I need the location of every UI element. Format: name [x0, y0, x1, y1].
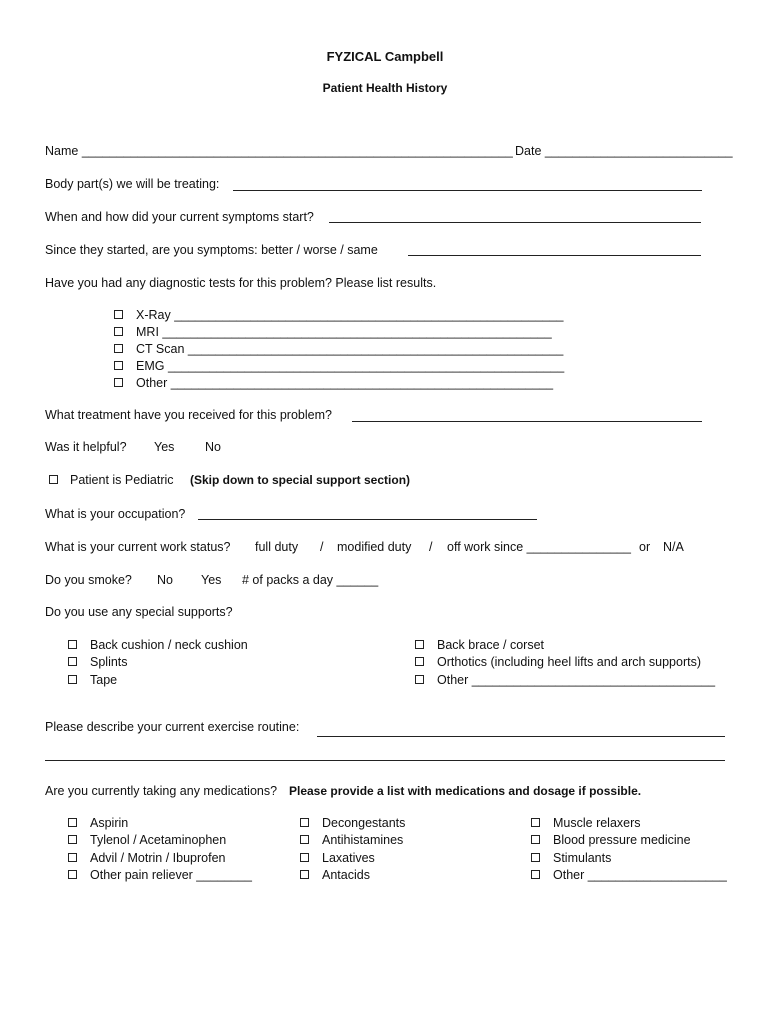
date-field[interactable]: Date ___________________________	[515, 144, 733, 158]
antacids-checkbox[interactable]	[300, 870, 309, 879]
pediatric-checkbox[interactable]	[49, 475, 58, 484]
decongestants-label: Decongestants	[322, 816, 406, 830]
aspirin-checkbox[interactable]	[68, 818, 77, 827]
work-status-label: What is your current work status?	[45, 540, 231, 554]
back-cushion-checkbox[interactable]	[68, 640, 77, 649]
other-pain-reliever-label: Other pain reliever ________	[90, 868, 252, 882]
tape-label: Tape	[90, 673, 118, 687]
other-medication-checkbox[interactable]	[531, 870, 540, 879]
other-test-checkbox[interactable]	[114, 378, 123, 387]
antihistamines-checkbox[interactable]	[300, 835, 309, 844]
other-support-label: Other ___________________________________	[437, 673, 716, 687]
symptoms-start-input-line[interactable]	[329, 222, 701, 223]
emg-label: EMG _________________________________________________________	[136, 359, 565, 373]
treatment-input-line[interactable]	[352, 421, 702, 422]
xray-checkbox[interactable]	[114, 310, 123, 319]
mri-checkbox[interactable]	[114, 327, 123, 336]
modified-duty-option[interactable]: modified duty	[337, 540, 412, 554]
helpful-yes-option[interactable]: Yes	[154, 440, 175, 454]
other-pain-reliever-checkbox[interactable]	[68, 870, 77, 879]
back-brace-checkbox[interactable]	[415, 640, 424, 649]
work-status-separator: /	[320, 540, 324, 554]
laxatives-label: Laxatives	[322, 851, 375, 865]
exercise-input-line[interactable]	[317, 736, 725, 737]
work-status-separator: /	[429, 540, 433, 554]
advil-checkbox[interactable]	[68, 853, 77, 862]
treatment-label: What treatment have you received for this problem?	[45, 408, 332, 422]
pediatric-note: (Skip down to special support section)	[190, 473, 411, 487]
muscle-relaxers-label: Muscle relaxers	[553, 816, 641, 830]
exercise-input-line-2[interactable]	[45, 760, 725, 761]
laxatives-checkbox[interactable]	[300, 853, 309, 862]
off-work-option[interactable]: off work since _______________	[447, 540, 631, 554]
tylenol-label: Tylenol / Acetaminophen	[90, 833, 227, 847]
tylenol-checkbox[interactable]	[68, 835, 77, 844]
emg-checkbox[interactable]	[114, 361, 123, 370]
helpful-label: Was it helpful?	[45, 440, 127, 454]
smoke-label: Do you smoke?	[45, 573, 132, 587]
body-parts-label: Body part(s) we will be treating:	[45, 177, 220, 191]
packs-per-day-field[interactable]: # of packs a day ______	[242, 573, 379, 587]
symptoms-start-label: When and how did your current symptoms start?	[45, 210, 314, 224]
helpful-no-option[interactable]: No	[205, 440, 221, 454]
form-subtitle: Patient Health History	[322, 81, 448, 95]
symptoms-trend-label: Since they started, are you symptoms: better / worse / same	[45, 243, 378, 257]
mri-label: MRI ________________________________________________________	[136, 325, 552, 339]
muscle-relaxers-checkbox[interactable]	[531, 818, 540, 827]
medications-note: Please provide a list with medications and dosage if possible.	[289, 784, 642, 798]
aspirin-label: Aspirin	[90, 816, 129, 830]
back-brace-label: Back brace / corset	[437, 638, 544, 652]
antacids-label: Antacids	[322, 868, 370, 882]
xray-label: X-Ray ________________________________________________________	[136, 308, 564, 322]
orthotics-label: Orthotics (including heel lifts and arch supports)	[437, 655, 702, 669]
other-support-checkbox[interactable]	[415, 675, 424, 684]
other-medication-label: Other ____________________	[553, 868, 727, 882]
full-duty-option[interactable]: full duty	[255, 540, 299, 554]
orthotics-checkbox[interactable]	[415, 657, 424, 666]
decongestants-checkbox[interactable]	[300, 818, 309, 827]
name-field[interactable]: Name ______________________________________________________________	[45, 144, 513, 158]
stimulants-label: Stimulants	[553, 851, 612, 865]
diagnostic-label: Have you had any diagnostic tests for this problem? Please list results.	[45, 276, 437, 290]
form-title: FYZICAL Campbell	[326, 49, 444, 64]
other-test-label: Other _______________________________________________________	[136, 376, 554, 390]
supports-label: Do you use any special supports?	[45, 605, 233, 619]
tape-checkbox[interactable]	[68, 675, 77, 684]
smoke-yes-option[interactable]: Yes	[201, 573, 222, 587]
splints-checkbox[interactable]	[68, 657, 77, 666]
symptoms-trend-input-line[interactable]	[408, 255, 701, 256]
work-status-or: or	[639, 540, 651, 554]
ct-scan-label: CT Scan ______________________________________________________	[136, 342, 564, 356]
pediatric-label: Patient is Pediatric	[70, 473, 174, 487]
stimulants-checkbox[interactable]	[531, 853, 540, 862]
advil-label: Advil / Motrin / Ibuprofen	[90, 851, 226, 865]
exercise-label: Please describe your current exercise routine:	[45, 720, 300, 734]
back-cushion-label: Back cushion / neck cushion	[90, 638, 248, 652]
ct-scan-checkbox[interactable]	[114, 344, 123, 353]
blood-pressure-checkbox[interactable]	[531, 835, 540, 844]
occupation-label: What is your occupation?	[45, 507, 186, 521]
occupation-input-line[interactable]	[198, 519, 537, 520]
body-parts-input-line[interactable]	[233, 190, 702, 191]
blood-pressure-label: Blood pressure medicine	[553, 833, 691, 847]
smoke-no-option[interactable]: No	[157, 573, 173, 587]
splints-label: Splints	[90, 655, 128, 669]
na-option[interactable]: N/A	[663, 540, 684, 554]
antihistamines-label: Antihistamines	[322, 833, 404, 847]
medications-label: Are you currently taking any medications?	[45, 784, 278, 798]
